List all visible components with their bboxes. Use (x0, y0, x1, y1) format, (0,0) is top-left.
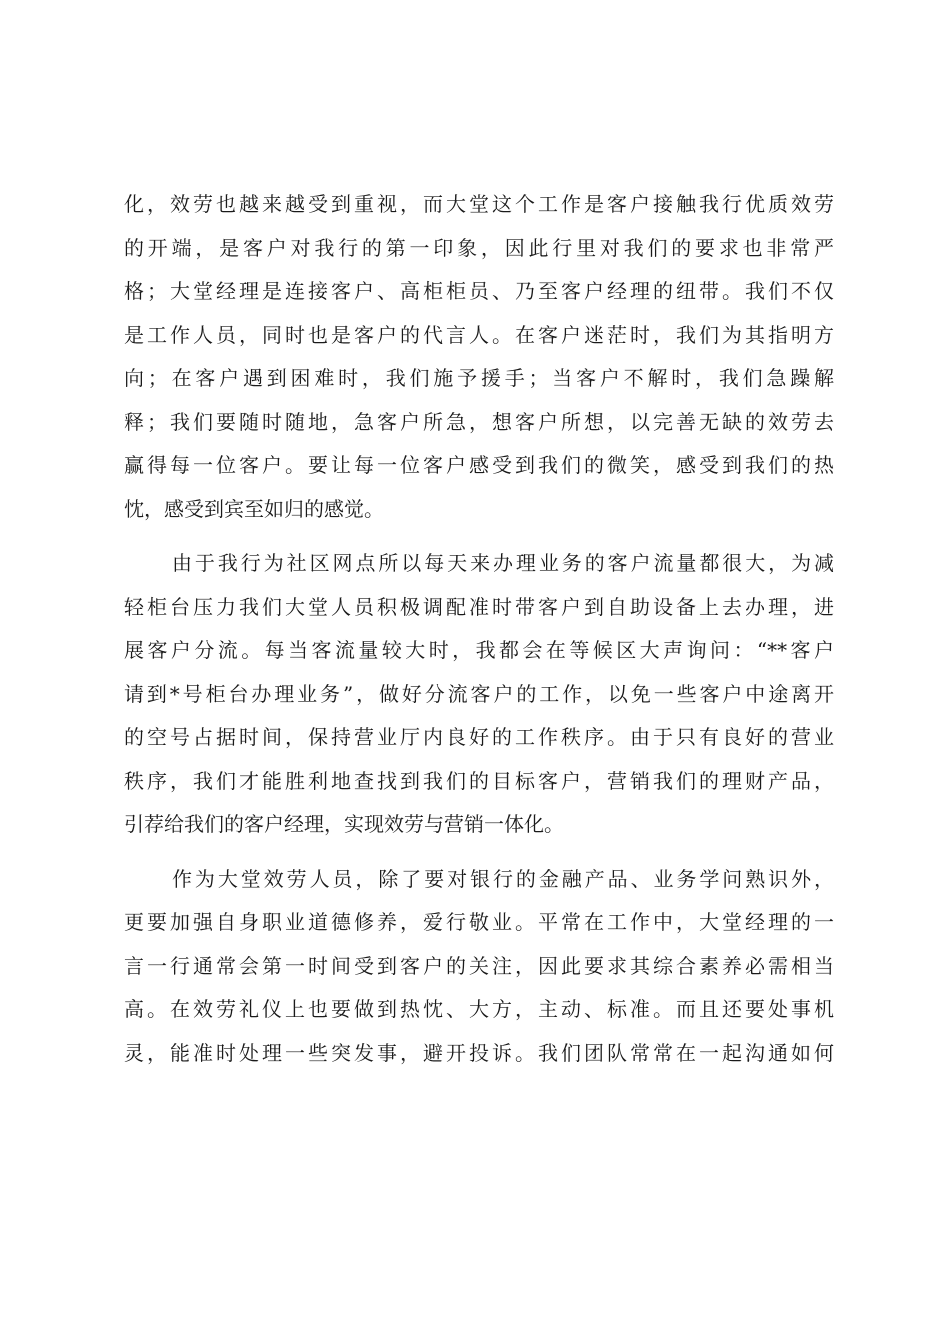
text-line: 向；在客户遇到困难时，我们施予援手；当客户不解时，我们急躁解 (124, 366, 834, 390)
text-line: 轻柜台压力我们大堂人员积极调配准时带客户到自助设备上去办理，进 (124, 594, 834, 619)
text-line: 释；我们要随时随地，急客户所急，想客户所想，以完善无缺的效劳去 (124, 409, 834, 434)
text-line: 秩序，我们才能胜利地查找到我们的目标客户，营销我们的理财产品， (124, 768, 834, 793)
text-line: 化，效劳也越来越受到重视，而大堂这个工作是客户接触我行优质效劳 (124, 192, 834, 216)
text-line: 更要加强自身职业道德修养，爱行敬业。平常在工作中，大堂经理的一 (124, 910, 834, 934)
text-line: 引荐给我们的客户经理，实现效劳与营销一体化。 (124, 812, 564, 836)
text-line: 赢得每一位客户。要让每一位客户感受到我们的微笑，感受到我们的热 (124, 453, 834, 477)
text-line: 的开端，是客户对我行的第一印象，因此行里对我们的要求也非常严 (124, 235, 834, 260)
document-body (124, 183, 834, 1075)
text-line: 言一行通常会第一时间受到客户的关注，因此要求其综合素养必需相当 (124, 953, 834, 978)
paragraph-spacer (124, 531, 834, 542)
text-line: 展客户分流。每当客流量较大时，我都会在等候区大声询问：“**客户 (124, 638, 834, 662)
paragraph-3 (124, 858, 834, 1076)
paragraph-2 (124, 542, 834, 847)
text-line: 灵，能准时处理一些突发事，避开投诉。我们团队常常在一起沟通如何 (124, 1040, 834, 1065)
text-line: 由于我行为社区网点所以每天来办理业务的客户流量都很大，为减 (172, 551, 834, 575)
text-line: 格；大堂经理是连接客户、高柜柜员、乃至客户经理的纽带。我们不仅 (124, 279, 834, 303)
text-line: 高。在效劳礼仪上也要做到热忱、大方，主动、标准。而且还要处事机 (124, 997, 834, 1021)
text-line: 是工作人员，同时也是客户的代言人。在客户迷茫时，我们为其指明方 (124, 322, 834, 347)
text-line: 忱，感受到宾至如归的感觉。 (124, 496, 384, 521)
text-line: 作为大堂效劳人员，除了要对银行的金融产品、业务学问熟识外， (172, 866, 834, 891)
paragraph-spacer (124, 847, 834, 858)
text-line: 的空号占据时间，保持营业厅内良好的工作秩序。由于只有良好的营业 (124, 725, 834, 749)
paragraph-1 (124, 183, 834, 531)
text-line: 请到*号柜台办理业务”，做好分流客户的工作，以免一些客户中途离开 (124, 681, 834, 706)
